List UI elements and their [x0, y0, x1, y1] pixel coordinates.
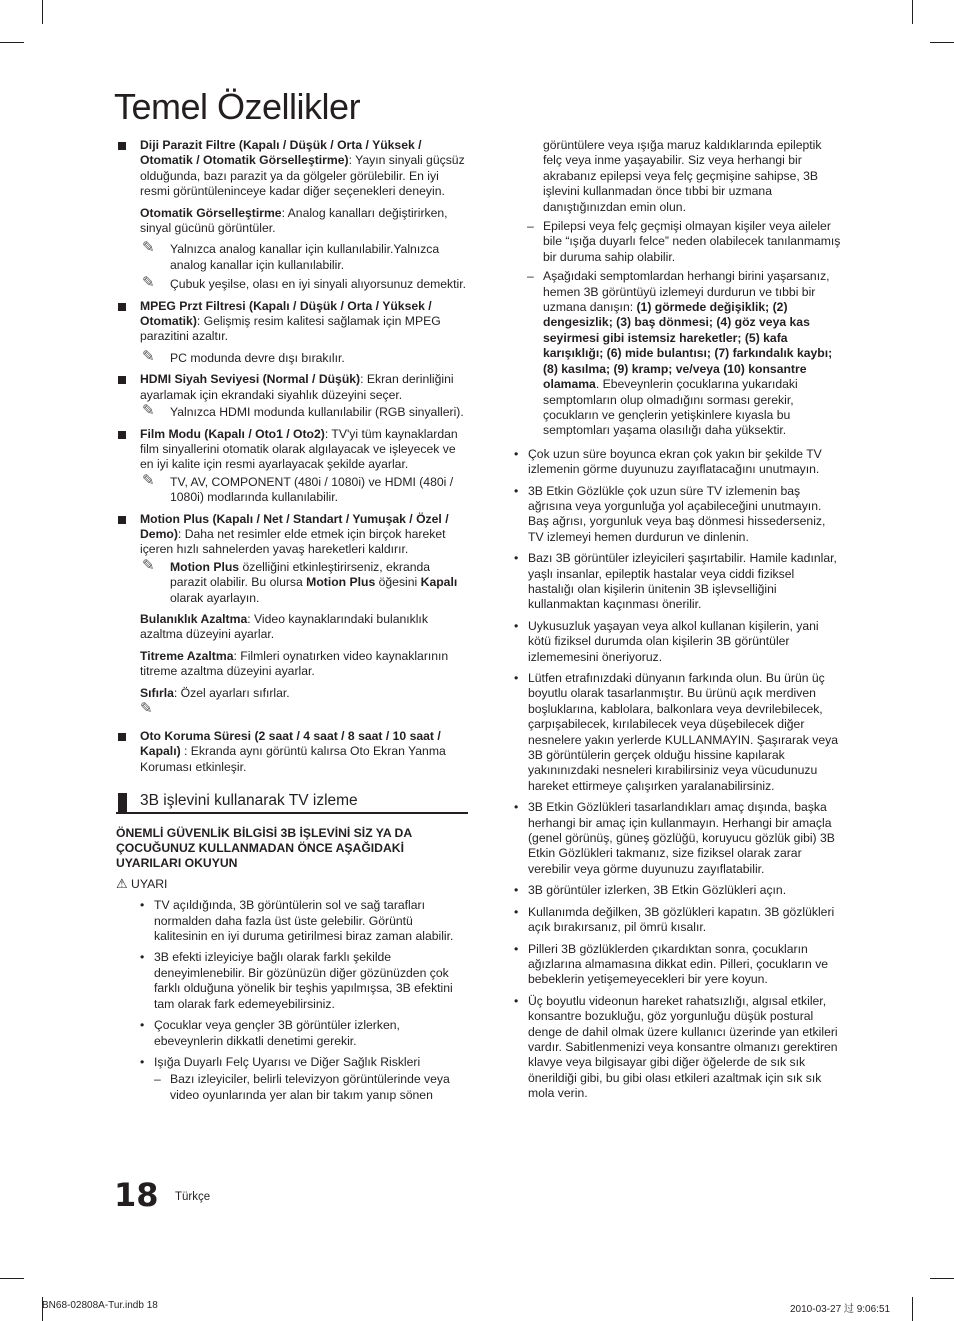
blur-desc [140, 612, 468, 643]
warning-list [116, 898, 468, 1103]
film-desc [140, 427, 468, 473]
dnr-sub-head: Otomatik Görselleştirme [140, 205, 282, 220]
film-item [116, 427, 468, 506]
language-label: Türkçe [175, 1191, 211, 1203]
judder-desc [140, 649, 468, 680]
hdmi-head: HDMI Siyah Seviyesi (Normal / Düşük) [140, 372, 361, 387]
note-text: PC modunda devre dışı bırakılır. [170, 350, 345, 365]
hdmi-desc [140, 372, 468, 403]
dash-text: . Ebeveynlerin çocuklarına yukarıdaki semptomların olup olmadığını sorması gerekir, çocukların ve gençlerin yetişkinlere kıyasla bu semptomları yaşama olasılığı daha yüksektir. [543, 377, 798, 438]
mpeg-text: : Gelişmiş resim kalitesi sağlamak için MPEG parazitini azaltır. [140, 314, 441, 344]
note-text: olarak ayarlayın. [170, 590, 260, 605]
mpeg-item [116, 299, 468, 367]
note-text: Yalnızca HDMI modunda kullanılabilir (RGB sinyalleri). [170, 405, 464, 420]
crop-mark [912, 0, 913, 24]
dnr-sub [140, 206, 468, 237]
list-item: • TV açıldığında, 3B görüntülerin sol ve sağ tarafları normalden daha fazla üst üste gelebilir. Görüntü kalitesinin en iyi duruma getirilmesi biraz zaman alabilir. [116, 898, 468, 944]
oto-head: Oto Koruma Süresi (2 saat / 4 saat / 8 saat / 10 saat / Kapalı) [140, 729, 441, 759]
list-item [116, 1055, 468, 1103]
note-text: Çubuk yeşilse, olası en iyi sinyali alıyorsunuz demektir. [170, 277, 467, 292]
warning-heading: ÖNEMLİ GÜVENLİK BİLGİSİ 3B İŞLEVİNİ SİZ YA DA ÇOCUĞUNUZ KULLANMADAN ÖNCE AŞAĞIDAKİ UYARILARI OKUYUN [116, 825, 412, 871]
hdmi-item [116, 372, 468, 420]
note-bold: Motion Plus [170, 559, 240, 574]
left-column [116, 138, 468, 1109]
section-title: 3B işlevini kullanarak TV izleme [140, 792, 358, 810]
section-heading [116, 793, 468, 813]
hdmi-text: : Ekran derinliğini ayarlamak için ekrandaki siyahlık düzeyini seçer. [140, 372, 454, 402]
mpeg-desc [140, 299, 468, 345]
crop-mark [42, 0, 43, 24]
page-title: Temel Özellikler [114, 86, 361, 127]
page-number: 18 [114, 1176, 159, 1214]
crop-mark [0, 42, 24, 43]
warning-triangle-icon: ⚠ [116, 875, 128, 891]
pencil-note-icon: ✎ [142, 347, 155, 365]
list-item-text: Işığa Duyarlı Felç Uyarısı ve Diğer Sağlık Riskleri [154, 1054, 421, 1069]
note-text: TV, AV, COMPONENT (480i / 1080i) ve HDMI (480i / 1080i) modlarında kullanılabilir. [170, 474, 454, 505]
note-bold: Kapalı [420, 575, 458, 590]
crop-mark [930, 42, 954, 43]
square-bullet-icon [118, 431, 126, 439]
section-bar [118, 793, 127, 812]
motion-text: : Daha net resimler elde etmek için birçok hareket içeren hızlı sahnelerden yavaş hareketleri kaldırır. [140, 526, 446, 557]
list-item: • Lütfen etrafınızdaki dünyanın farkında olun. Bu ürün üç boyutlu olarak tasarlanmıştır. Bu ürünü açık merdiven boşluklarına, kablolara, balkonlara veya devrilebilecek, çarpışabilecek, kırılabilecek veya düşebilecek diğer nesnelere yakın yerlerde KULLANMAYIN. Şaşırarak veya 3B görüntülerin gerçek olduğu hissine kapılarak yakınınızdaki nesneleri kırabilirsiniz veya vücudunuzu hareket ettirmeye çalışırken yaralanabilirsiniz. [512, 671, 842, 794]
mpeg-head: MPEG Przt Filtresi (Kapalı / Düşük / Orta / Yüksek / Otomatik) [140, 298, 432, 329]
film-text: : TV'yi tüm kaynaklardan film sinyallerini otomatik olarak algılayacak ve işleyecek ve en iyi kalite için resmi ayarlayacak şekilde ayarlar. [140, 426, 458, 472]
list-item: • Üç boyutlu videonun hareket rahatsızlığı, algısal etkiler, konsantre bozukluğu, göz yorgunluğu düşük postural denge de dahil olmak üzere kullanıcı üzerinde yan etkileri vardır. Sabitlenmenizi veya konsantre olmanızı gerektiren klavye veya bilgisayar gibi diğer öğelerde de sık sık önerildiği gibi, bu gibi olası etkileri azaltmak için sık sık mola verin. [512, 994, 842, 1102]
motion-item [116, 512, 468, 723]
judder-head: Titreme Azaltma [140, 648, 234, 663]
symptom-list: (1) görmede değişiklik; (2) dengesizlik; (3) baş dönmesi; (4) göz veya kas seyirmesi gibi istemsiz hareketler; (5) kafa karışıklığı; (6) mide bulantısı; (7) farkındalık kaybı; (8) kasılma; (9) kramp; ve/veya (10) konsantre olamama [543, 300, 833, 392]
right-column [512, 138, 842, 1108]
reset-text: : Özel ayarları sıfırlar. [173, 685, 290, 700]
reset-desc [140, 686, 468, 701]
list-item: • 3B Etkin Gözlükleri tasarlandıkları amaç dışında, başka herhangi bir amaç için kullanmayın. Herhangi bir amaçla (genel görünüş, güneş gözlüğü, koruyucu gözlük gibi) 3B Etkin Gözlükleri takmanız, size fiziksel olarak zarar verebilir veya görme duyunuzu zayıflatabilir. [512, 800, 842, 877]
pencil-note-icon: ✎ [142, 556, 155, 574]
footer-timestamp: 2010-03-27 过 9:06:51 [790, 1304, 891, 1315]
square-bullet-icon [118, 516, 126, 524]
list-item: • Pilleri 3B gözlüklerden çıkardıktan sonra, çocukların ağızlarına almamasına dikkat edin. Pilleri, çocukların ve bebeklerin yetişemeyecekleri bir yere koyun. [512, 942, 842, 988]
list-item: • Çok uzun süre boyunca ekran çok yakın bir şekilde TV izlemenin görme duyunuzu zayıflatacağını unutmayın. [512, 447, 842, 478]
crop-mark [912, 1297, 913, 1321]
dnr-desc [140, 138, 468, 200]
dash-item [527, 269, 842, 438]
note-text: özelliğini etkinleştirirseniz, ekranda parazit olabilir. Bu olursa [170, 559, 431, 590]
note-text: Yalnızca analog kanallar için kullanılabilir.Yalnızca analog kanallar için kullanılabilir. [170, 242, 440, 272]
dash-item: – Epilepsi veya felç geçmişi olmayan kişiler veya aileler bile “ışığa duyarlı felce” neden olabilecek tanılanmamış bir duruma sahip olabilir. [527, 219, 842, 265]
judder-text: : Filmleri oynatırken video kaynaklarının titreme azaltma düzeyini ayarlar. [140, 648, 449, 679]
square-bullet-icon [118, 142, 126, 150]
warning-label [116, 876, 468, 892]
oto-text: : Ekranda aynı görüntü kalırsa Oto Ekran Yanma Koruması etkinleşir. [140, 744, 446, 774]
list-item: • Uykusuzluk yaşayan veya alkol kullanan kişilerin, yani kötü fiziksel durumda olan kişilerin 3B görüntüler izlememesini öneriyoruz. [512, 619, 842, 665]
note-bold: Motion Plus [306, 575, 376, 590]
dash-text: Aşağıdaki semptomlardan herhangi birini yaşarsanız, hemen 3B görüntüyü izlemeyi durdurun ve tıbbi bir uzmana danışın: [543, 269, 830, 315]
note-text: öğesini [375, 575, 421, 590]
blur-text: : Video kaynaklarındaki bulanıklık azaltma düzeyini ayarlar. [140, 611, 428, 642]
blur-head: Bulanıklık Azaltma [140, 611, 248, 626]
list-item: • 3B efekti izleyiciye bağlı olarak farklı şekilde deneyimlenebilir. Bir gözünüzün diğer gözünüzden çok farklı olduğuna yönelik bir teşhis yapılmışsa, 3B efektini tam olarak fark edemeyebilirsiniz. [116, 950, 468, 1012]
film-head: Film Modu (Kapalı / Oto1 / Oto2) [140, 426, 325, 441]
note [140, 347, 468, 366]
pencil-note-icon: ✎ [142, 274, 155, 292]
dash-list [154, 1072, 468, 1103]
dash-continuation: görüntülere veya ışığa maruz kaldıklarında epileptik felç veya inme yaşayabilir. Siz veya herhangi bir akrabanız epilepsi veya felç geçmişine sahipse, 3B işlevini kullanmadan önce tıbbi bir uzmana danıştığınızdan emin olun. [543, 138, 822, 214]
crop-mark [930, 1278, 954, 1279]
note [140, 402, 468, 420]
note [140, 239, 468, 273]
list-item: • Bazı 3B görüntüler izleyicileri şaşırtabilir. Hamile kadınlar, yaşlı insanlar, epileptik hastalar veya ciddi fiziksel hastalığı olan kişilerin ünitenin 3B işlevselliğini kullanmaktan kaçınması önerilir. [512, 551, 842, 613]
square-bullet-icon [118, 733, 126, 741]
list-item: • Kullanımda değilken, 3B gözlükleri kapatın. 3B gözlükleri açık bırakırsanız, pil ömrü kısalır. [512, 905, 842, 936]
dnr-sub-text: : Analog kanalları değiştirirken, sinyal gücünü görüntüler. [140, 205, 448, 236]
list-item: • Çocuklar veya gençler 3B görüntüler izlerken, ebeveynlerin dikkatli denetimi gerekir. [116, 1018, 468, 1049]
warning-label-text: UYARI [131, 876, 168, 891]
dnr-head: Diji Parazit Filtre (Kapalı / Düşük / Orta / Yüksek / Otomatik / Otomatik Görselleştirme) [140, 138, 422, 168]
square-bullet-icon [118, 303, 126, 311]
motion-desc [140, 512, 468, 558]
pencil-note-icon: ✎ [142, 471, 155, 489]
crop-mark [0, 1278, 24, 1279]
list-item: • 3B Etkin Gözlükle çok uzun süre TV izlemenin baş ağrısına veya yorgunluğa yol açabileceğini unutmayın. Baş ağrısı, yorgunluk veya baş dönmesi hissederseniz, TV izlemeyi hemen durdurun ve dinlenin. [512, 484, 842, 546]
pencil-note-icon: ✎ [142, 239, 155, 257]
note [140, 274, 468, 292]
dnr-text: : Yayın sinyali güçsüz olduğunda, bazı parazit ya da gölgeler görülebilir. En iyi resmi görüntüleninceye kadar diğer seçenekleri deneyin. [140, 153, 465, 199]
square-bullet-icon [118, 376, 126, 384]
bullet-list [512, 447, 842, 1102]
note [140, 556, 468, 606]
reset-head: Sıfırla [140, 685, 174, 700]
oto-desc [140, 729, 468, 775]
footer-file-info: BN68-02808A-Tur.indb 18 [42, 1300, 158, 1311]
motion-head: Motion Plus (Kapalı / Net / Standart / Yumuşak / Özel / Demo) [140, 511, 449, 541]
dash-item: – Bazı izleyiciler, belirli televizyon görüntülerinde veya video oyunlarında yer alan bir takım yanıp sönen [154, 1072, 468, 1103]
note [140, 471, 468, 506]
oto-item [116, 729, 468, 775]
note [140, 701, 468, 723]
pencil-note-icon: ✎ [142, 402, 155, 420]
pencil-note-icon: ✎ [140, 700, 153, 717]
dash-list [512, 219, 842, 439]
list-item: • 3B görüntüler izlerken, 3B Etkin Gözlükleri açın. [512, 883, 842, 898]
dnr-item [116, 138, 468, 293]
